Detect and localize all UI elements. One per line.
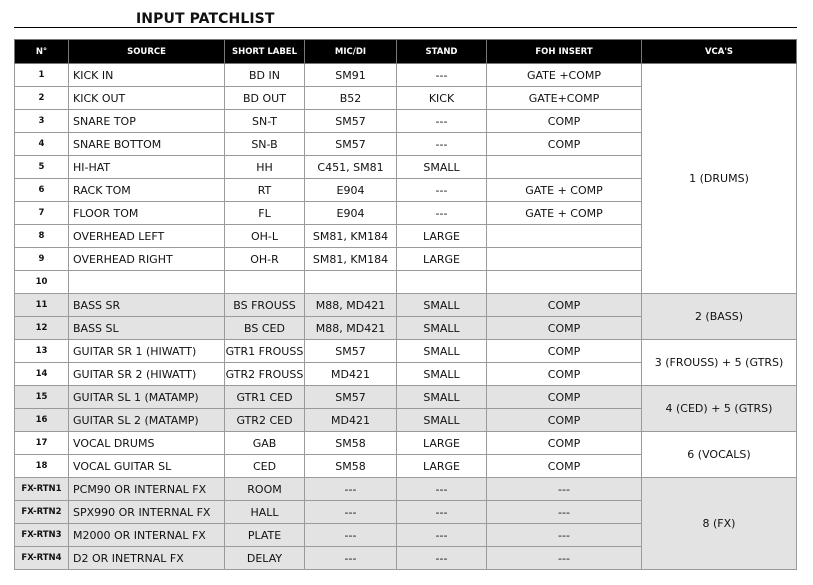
short-label-cell: GTR2 CED [225,409,305,432]
col-foh-insert-header: FOH INSERT [487,40,642,64]
source-cell [69,271,225,294]
col-vca-header: VCA'S [642,40,797,64]
short-label-cell: GTR2 FROUSS [225,363,305,386]
col-number-header: N° [15,40,69,64]
patchlist-table [14,39,797,570]
stand-cell: LARGE [397,455,487,478]
short-label-cell [225,271,305,294]
source-cell: GUITAR SL 1 (MATAMP) [69,386,225,409]
foh-insert-cell: GATE +COMP [487,64,642,87]
source-cell: FLOOR TOM [69,202,225,225]
foh-insert-cell: GATE+COMP [487,87,642,110]
foh-insert-cell: --- [487,547,642,570]
channel-number: 14 [15,363,69,386]
short-label-cell: DELAY [225,547,305,570]
short-label-cell: RT [225,179,305,202]
channel-number: 12 [15,317,69,340]
foh-insert-cell: COMP [487,432,642,455]
short-label-cell: HALL [225,501,305,524]
channel-number: 9 [15,248,69,271]
channel-number: FX-RTN3 [15,524,69,547]
source-cell: VOCAL DRUMS [69,432,225,455]
stand-cell: --- [397,179,487,202]
channel-number: 7 [15,202,69,225]
channel-number: 3 [15,110,69,133]
mic-di-cell: MD421 [305,363,397,386]
foh-insert-cell [487,271,642,294]
foh-insert-cell [487,156,642,179]
source-cell: VOCAL GUITAR SL [69,455,225,478]
vca-group-cell: 1 (DRUMS) [642,64,797,294]
foh-insert-cell: COMP [487,363,642,386]
patchlist-body [15,64,797,570]
channel-number: 17 [15,432,69,455]
stand-cell: SMALL [397,156,487,179]
source-cell: GUITAR SL 2 (MATAMP) [69,409,225,432]
mic-di-cell: M88, MD421 [305,294,397,317]
mic-di-cell: SM81, KM184 [305,225,397,248]
channel-number: 1 [15,64,69,87]
source-cell: BASS SL [69,317,225,340]
source-cell: BASS SR [69,294,225,317]
mic-di-cell: --- [305,547,397,570]
col-short-label-header: SHORT LABEL [225,40,305,64]
short-label-cell: BD IN [225,64,305,87]
foh-insert-cell: COMP [487,110,642,133]
source-cell: OVERHEAD RIGHT [69,248,225,271]
stand-cell: --- [397,133,487,156]
mic-di-cell: --- [305,478,397,501]
source-cell: KICK IN [69,64,225,87]
stand-cell: --- [397,478,487,501]
mic-di-cell: SM57 [305,340,397,363]
mic-di-cell: SM57 [305,110,397,133]
stand-cell [397,271,487,294]
channel-number: FX-RTN4 [15,547,69,570]
channel-number: 2 [15,87,69,110]
channel-number: FX-RTN2 [15,501,69,524]
short-label-cell: SN-B [225,133,305,156]
short-label-cell: BS CED [225,317,305,340]
vca-group-cell: 4 (CED) + 5 (GTRS) [642,386,797,432]
source-cell: SPX990 OR INTERNAL FX [69,501,225,524]
stand-cell: --- [397,202,487,225]
source-cell: KICK OUT [69,87,225,110]
short-label-cell: ROOM [225,478,305,501]
foh-insert-cell: COMP [487,409,642,432]
foh-insert-cell [487,248,642,271]
stand-cell: SMALL [397,294,487,317]
foh-insert-cell: COMP [487,317,642,340]
table-row [15,478,797,501]
stand-cell: LARGE [397,225,487,248]
short-label-cell: CED [225,455,305,478]
source-cell: HI-HAT [69,156,225,179]
short-label-cell: GAB [225,432,305,455]
mic-di-cell: --- [305,501,397,524]
short-label-cell: BS FROUSS [225,294,305,317]
foh-insert-cell: GATE + COMP [487,179,642,202]
channel-number: 13 [15,340,69,363]
source-cell: GUITAR SR 2 (HIWATT) [69,363,225,386]
short-label-cell: GTR1 FROUSS [225,340,305,363]
source-cell: M2000 OR INTERNAL FX [69,524,225,547]
source-cell: PCM90 OR INTERNAL FX [69,478,225,501]
short-label-cell: SN-T [225,110,305,133]
mic-di-cell: MD421 [305,409,397,432]
table-row [15,64,797,87]
foh-insert-cell: COMP [487,386,642,409]
mic-di-cell: SM81, KM184 [305,248,397,271]
source-cell: SNARE TOP [69,110,225,133]
mic-di-cell [305,271,397,294]
stand-cell: --- [397,110,487,133]
header-row [15,40,797,64]
channel-number: 16 [15,409,69,432]
channel-number: 4 [15,133,69,156]
stand-cell: SMALL [397,340,487,363]
channel-number: 15 [15,386,69,409]
stand-cell: LARGE [397,432,487,455]
channel-number: 5 [15,156,69,179]
mic-di-cell: SM57 [305,133,397,156]
col-mic-di-header: MIC/DI [305,40,397,64]
vca-group-cell: 2 (BASS) [642,294,797,340]
short-label-cell: OH-L [225,225,305,248]
stand-cell: SMALL [397,409,487,432]
table-row [15,432,797,455]
col-stand-header: STAND [397,40,487,64]
vca-group-cell: 3 (FROUSS) + 5 (GTRS) [642,340,797,386]
vca-group-cell: 6 (VOCALS) [642,432,797,478]
mic-di-cell: E904 [305,202,397,225]
foh-insert-cell: COMP [487,455,642,478]
table-row [15,386,797,409]
short-label-cell: BD OUT [225,87,305,110]
table-row [15,340,797,363]
channel-number: 6 [15,179,69,202]
mic-di-cell: B52 [305,87,397,110]
stand-cell: --- [397,64,487,87]
title-underline [14,27,797,28]
foh-insert-cell: GATE + COMP [487,202,642,225]
short-label-cell: GTR1 CED [225,386,305,409]
stand-cell: --- [397,524,487,547]
channel-number: 10 [15,271,69,294]
foh-insert-cell: COMP [487,340,642,363]
col-source-header: SOURCE [69,40,225,64]
foh-insert-cell: --- [487,478,642,501]
stand-cell: SMALL [397,386,487,409]
short-label-cell: OH-R [225,248,305,271]
short-label-cell: PLATE [225,524,305,547]
mic-di-cell: SM58 [305,455,397,478]
mic-di-cell: C451, SM81 [305,156,397,179]
stand-cell: KICK [397,87,487,110]
channel-number: 11 [15,294,69,317]
short-label-cell: HH [225,156,305,179]
mic-di-cell: SM57 [305,386,397,409]
foh-insert-cell: --- [487,501,642,524]
stand-cell: --- [397,547,487,570]
source-cell: D2 OR INETRNAL FX [69,547,225,570]
foh-insert-cell: COMP [487,133,642,156]
mic-di-cell: E904 [305,179,397,202]
stand-cell: SMALL [397,363,487,386]
source-cell: RACK TOM [69,179,225,202]
mic-di-cell: SM58 [305,432,397,455]
page-title: INPUT PATCHLIST [136,11,275,27]
source-cell: OVERHEAD LEFT [69,225,225,248]
channel-number: FX-RTN1 [15,478,69,501]
mic-di-cell: SM91 [305,64,397,87]
channel-number: 8 [15,225,69,248]
foh-insert-cell: COMP [487,294,642,317]
foh-insert-cell: --- [487,524,642,547]
stand-cell: LARGE [397,248,487,271]
vca-group-cell: 8 (FX) [642,478,797,570]
stand-cell: SMALL [397,317,487,340]
mic-di-cell: --- [305,524,397,547]
source-cell: GUITAR SR 1 (HIWATT) [69,340,225,363]
channel-number: 18 [15,455,69,478]
foh-insert-cell [487,225,642,248]
stand-cell: --- [397,501,487,524]
mic-di-cell: M88, MD421 [305,317,397,340]
source-cell: SNARE BOTTOM [69,133,225,156]
table-row [15,294,797,317]
short-label-cell: FL [225,202,305,225]
